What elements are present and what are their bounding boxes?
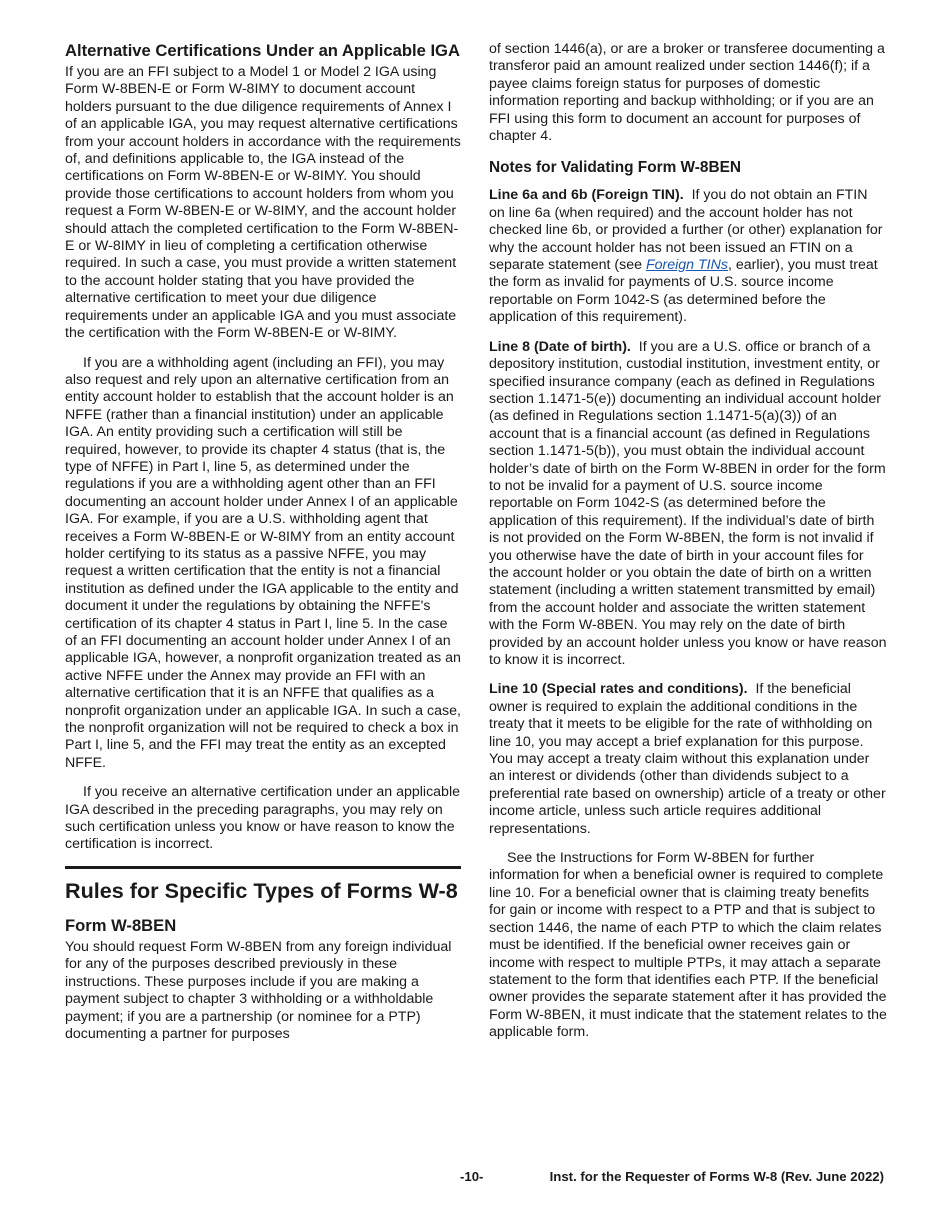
- see-instructions-paragraph: See the Instructions for Form W-8BEN for further information for when a beneficial owner is required to complete line 10. For a beneficial owner that is claiming treaty benefits for gain or income with respect to a PTP and that is subject to section 1446, the name of each PTP to which the claim relates must be identified. If the beneficial owner receives gain or income with respect to multiple PTPs, it may attach a separate statement to the form that identifies each PTP. If the beneficial owner provides the separate statement after it has provided the Form W-8BEN, it must indicate that the statement relates to the applicable form.: [489, 850, 887, 1041]
- form-w8ben-paragraph: You should request Form W-8BEN from any foreign individual for any of the purposes described previously in these instructions. These purposes include if you are making a payment subject to chapter 3 withholding or a withholdable payment; if you are a partnership (or nominee for a PTP) documenting a partner for purposes: [65, 938, 452, 1042]
- alternative-certifications-paragraph-3: If you receive an alternative certification under an applicable IGA described in the preceding paragraphs, you may rely on such certification unless you know or have reason to know the certification is incorrect.: [65, 784, 460, 853]
- alternative-certifications-paragraph-1: If you are an FFI subject to a Model 1 or Model 2 IGA using Form W-8BEN-E or Form W-8IMY to document account holders pursuant to the due diligence requirements of Annex I of an applicable IGA, you may request alternative certifications from your account holders in accordance with the requirements of, and definitions applicable to, the IGA instead of the certifications on Form W-8BEN-E or W-8IMY. You should provide those certifications to account holders from whom you request a Form W-8BEN-E or W-8IMY, and the account holder should attach the completed certification to the Form W-8BEN-E or W-8IMY in lieu of completing a certification otherwise required. In such a case, you must provide a written statement to the account holder stating that you have provided the alternative certification to meet your due diligence requirements under an applicable IGA and you must associate the certification with the Form W-8BEN-E or W-8IMY.: [65, 64, 461, 342]
- rules-section-heading: Rules for Specific Types of Forms W-8: [65, 877, 458, 903]
- foreign-tins-link[interactable]: Foreign TINs: [645, 257, 728, 274]
- right-column: [489, 41, 887, 1054]
- form-w8ben-heading: Form W-8BEN: [65, 915, 177, 935]
- line-8-text: If you are a U.S. office or branch of a depository institution, custodial institution, investment entity, or specified insurance company (each as defined in Regulations section 1.1471-5(e)) documenting an individual account holder (as defined in Regulations section 1.1471-5(a)(3)) of an account that is a financial account (as defined in Regulations section 1.1471-5(b)), you must obtain the individual account holder’s date of birth on the Form W-8BEN in order for the form to not be invalid for a payment of U.S. source income reportable on Form 1042-S (as determined before the application of this requirement). If the individual’s date of birth is not provided on the Form W-8BEN, the form is not invalid if you otherwise have the date of birth in your account files for the account holder or you obtain the date of birth on a written statement (including a written statement transmitted by email) from the account holder and associate the written statement with the Form W-8BEN. You may rely on the date of birth provided by an account holder unless you know or have reason to know it is incorrect.: [489, 338, 887, 668]
- line-6-title: Line 6a and 6b (Foreign TIN).: [489, 187, 684, 204]
- left-column: [65, 41, 461, 1055]
- line-10-text: If the beneficial owner is required to explain the additional conditions in the treaty that it meets to be eligible for the rate of withholding on line 10, you may accept a brief explanation for this purpose. You may accept a treaty claim without this explanation under an interest or dividends (other than dividends subject to a preferential rate based on ownership) article of a treaty or other income article, unless such article requires additional representations.: [489, 681, 886, 837]
- line-6-paragraph: [489, 187, 887, 326]
- notes-validating-heading: Notes for Validating Form W-8BEN: [489, 159, 741, 177]
- line-6-text-a: If you do not obtain an FTIN on line 6a (when required) and the account holder has not checked line 6b, or provided a further (or other) explanation for why the account holder has not been issued an FTIN on a separate statement (see: [489, 187, 883, 274]
- alternative-certifications-paragraph-2: If you are a withholding agent (including an FFI), you may also request and rely upon an alternative certification from an entity account holder to establish that the account holder is an NFFE (rather than a financial institution) under an applicable IGA. An entity providing such a certification will still be required, however, to provide its chapter 4 status (that is, the type of NFFE) in Part I, line 5, as determined under the regulations if you are a withholding agent other than an FFI documenting an account holder under Annex I of an applicable IGA. For example, if you are a U.S. withholding agent that receives a Form W-8BEN-E or W-8IMY from an entity account holder certifying to its status as a passive NFFE, you may request a written certification that the entity is not a financial institution as defined under the IGA applicable to the entity and document it under the regulations by obtaining the NFFE's certification of its chapter 4 status in Part I, line 5. In the case of an FFI documenting an account holder under Annex I of an applicable IGA, however, a nonprofit organization treated as an active NFFE under the Annex may provide an FFI with an alternative certification that it is an NFFE that qualifies as a nonprofit organization under an applicable IGA. In such a case, the nonprofit organization will not be required to check a box in Part I, line 5, and the FFI may treat the entity as an excepted NFFE.: [65, 354, 461, 771]
- alternative-certifications-heading: Alternative Certifications Under an Applicable IGA: [65, 41, 460, 60]
- page-footer: [0, 1169, 950, 1187]
- continued-paragraph: of section 1446(a), or are a broker or transferee documenting a transferor paid an amount realized under section 1446(f); if a payee claims foreign status for purposes of domestic information reporting and backup withholding; or if you are an FFI using this form to document an account for purposes of chapter 4.: [489, 41, 885, 145]
- line-10-title: Line 10 (Special rates and conditions).: [489, 681, 748, 698]
- line-8-title: Line 8 (Date of birth).: [489, 338, 631, 355]
- line-6-text-b: , earlier), you must treat the form as invalid for payments of U.S. source income reportable on Form 1042-S (as determined before the application of this requirement).: [489, 257, 878, 326]
- section-divider: [65, 866, 461, 869]
- line-10-paragraph: [489, 681, 887, 838]
- page-number: -10-: [460, 1169, 484, 1184]
- footer-title: Inst. for the Requester of Forms W-8 (Rev. June 2022): [549, 1169, 884, 1184]
- line-8-paragraph: [489, 339, 887, 670]
